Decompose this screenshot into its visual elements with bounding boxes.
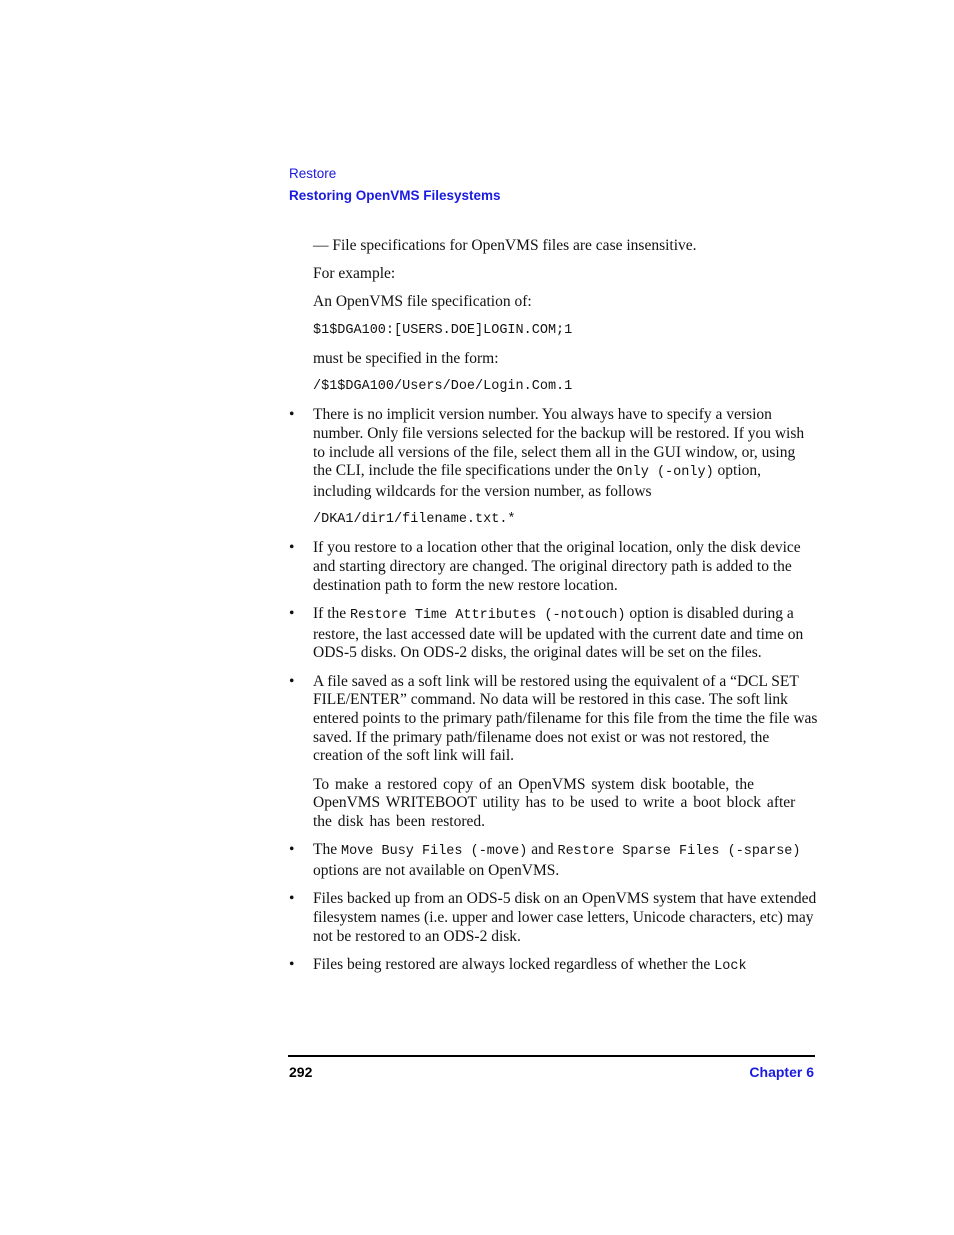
for-example-text: For example: bbox=[313, 265, 396, 283]
bullet-text: If you restore to a location other that the original location, only the disk device and starting directory are changed. The original directory path is added to the destination path to form the new restore location. bbox=[313, 539, 801, 594]
spec-code: $1$DGA100:[USERS.DOE]LOGIN.COM;1 bbox=[313, 322, 573, 338]
lock-option-code: Lock bbox=[714, 958, 747, 974]
running-head-subsection: Restoring OpenVMS Filesystems bbox=[289, 188, 501, 203]
bullet-unavailable-options bbox=[289, 841, 818, 880]
notouch-option-code: Restore Time Attributes (-notouch) bbox=[350, 608, 626, 624]
form-code: /$1$DGA100/Users/Doe/Login.Com.1 bbox=[313, 379, 573, 395]
page-number: 292 bbox=[289, 1064, 313, 1080]
bullet-ods5-names bbox=[289, 890, 818, 946]
bullet-other-location bbox=[289, 539, 818, 595]
chapter-label: Chapter 6 bbox=[749, 1064, 814, 1080]
bullet-soft-link bbox=[289, 672, 818, 767]
bullet-text: options are not available on OpenVMS. bbox=[313, 861, 560, 879]
bullet-glyph: • bbox=[289, 890, 295, 908]
bullet-text: If the bbox=[313, 605, 351, 623]
page-body bbox=[289, 237, 818, 986]
bullet-glyph: • bbox=[289, 406, 295, 424]
bullet-text: A file saved as a soft link will be restored using the equivalent of a “DCL SET FILE/ENTER” command. No data will be restored in this case. The soft link entered points to the primary path/filename for this file from the time the file was saved. If the primary path/filename does not exist or was not restored, the creation of the soft link will fail. bbox=[313, 672, 818, 765]
dash-item: — File specifications for OpenVMS files are case insensitive. bbox=[313, 237, 697, 254]
spec-intro-text: An OpenVMS file specification of: bbox=[313, 293, 532, 311]
bullet-locked-files bbox=[289, 955, 818, 977]
sparse-option-code: Restore Sparse Files (-sparse) bbox=[557, 844, 801, 860]
move-option-code: Move Busy Files (-move) bbox=[340, 844, 528, 860]
bullet-time-attributes bbox=[289, 605, 818, 663]
bullet-version-number bbox=[289, 406, 818, 502]
bullet-text: Files being restored are always locked regardless of whether the bbox=[313, 955, 715, 973]
bullet-text: and bbox=[527, 841, 558, 859]
running-head-section: Restore bbox=[289, 166, 337, 181]
bullet-text: option, including wildcards for the version number, as follows bbox=[313, 462, 762, 501]
version-wildcard-code: /DKA1/dir1/filename.txt.* bbox=[313, 512, 516, 528]
bullet-text: option is disabled during a restore, the last accessed date will be updated with the current date and time on ODS-5 disks. On ODS-2 disks, the original dates will be set on the files. bbox=[313, 605, 804, 662]
writeboot-note: To make a restored copy of an OpenVMS system disk bootable, the OpenVMS WRITEBOOT utility has to be used to write a boot block after the disk has been restored. bbox=[313, 775, 796, 831]
form-intro-text: must be specified in the form: bbox=[313, 349, 499, 367]
bullet-glyph: • bbox=[289, 955, 295, 973]
bullet-glyph: • bbox=[289, 672, 295, 690]
bullet-text: Files backed up from an ODS-5 disk on an OpenVMS system that have extended filesystem names (i.e. upper and lower case letters, Unicode characters, etc) may not be restored to an ODS-2 disk. bbox=[313, 890, 817, 945]
bullet-glyph: • bbox=[289, 841, 295, 859]
bullet-glyph: • bbox=[289, 539, 295, 557]
bullet-glyph: • bbox=[289, 605, 295, 623]
bullet-text: There is no implicit version number. You always have to specify a version number. Only file versions selected for the backup will be restored. If you wish to include all versions of the file, select them all in the GUI window, or, using the CLI, include the file specifications under the bbox=[313, 406, 805, 480]
bullet-text: The bbox=[313, 841, 341, 859]
only-option-code: Only (-only) bbox=[616, 465, 714, 481]
footer-rule bbox=[288, 1055, 815, 1057]
